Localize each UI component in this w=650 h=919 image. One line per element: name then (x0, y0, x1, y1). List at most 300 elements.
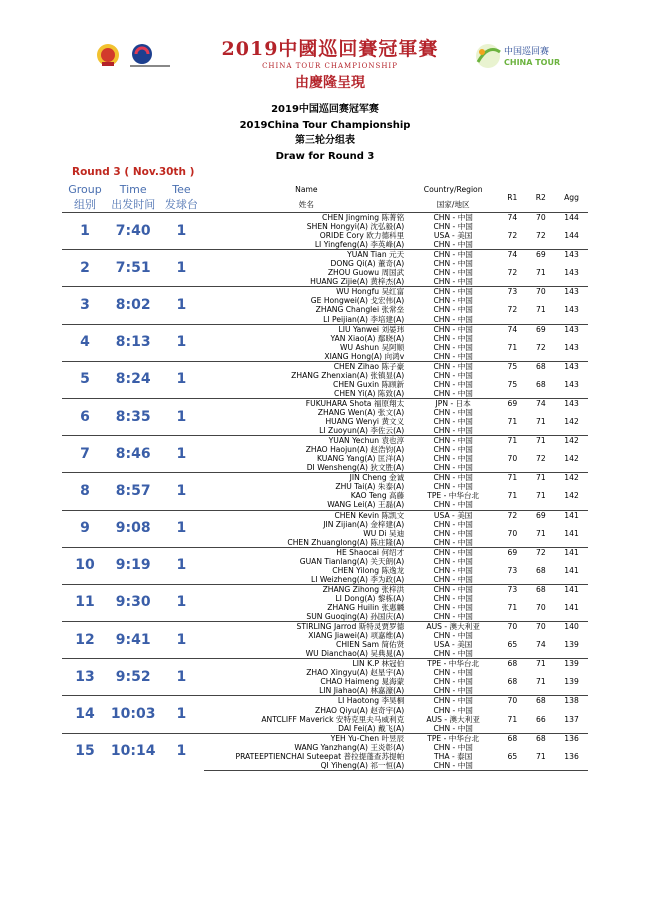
aggregate-score: 143 (564, 379, 579, 389)
round1-score (498, 334, 526, 343)
player-country: CHN - 中国 (433, 668, 473, 678)
player-country: CHN - 中国 (408, 213, 498, 223)
round1-score (498, 277, 526, 287)
player-name: STIRLING Jarrod 斯特灵贾罗德 (204, 622, 408, 632)
player-name: ZHANG Huilin 张惠麟 (327, 602, 405, 612)
tee-time: 9:08 (108, 510, 158, 547)
group-number: 13 (62, 659, 108, 696)
player-country: TPE - 中华台北 (408, 659, 498, 669)
player-name: ZHANG Changlei 张常垒 (315, 305, 405, 315)
round1-score (498, 240, 526, 250)
player-name: WU Dianchao(A) 吴典晁(A) (305, 649, 405, 659)
player-country: CHN - 中国 (433, 342, 473, 352)
player-name: ZHAO Xingyu(A) 赵星宇(A) (306, 668, 405, 678)
tee-number: 1 (158, 398, 204, 435)
round2-score (527, 445, 555, 454)
round1-score: 72 (507, 231, 518, 241)
player-name: CHEN Kevin 陈凯文 (204, 510, 408, 520)
player-name: DAI Fei(A) 戴飞(A) (338, 723, 405, 733)
round1-score (498, 668, 526, 677)
round1-score: 72 (507, 268, 518, 278)
round2-score (527, 631, 555, 640)
aggregate-score (555, 761, 588, 771)
aggregate-score: 140 (555, 622, 588, 632)
player-country: CHN - 中国 (433, 240, 473, 250)
player-country: CHN - 中国 (433, 742, 473, 752)
header-tee-zh: 发球台 (158, 196, 204, 213)
round1-score: 73 (498, 287, 526, 297)
header-group-zh: 组别 (62, 196, 108, 213)
player-name: LI Zuoyun(A) 李佐云(A) (319, 426, 405, 436)
aggregate-score: 143 (555, 250, 588, 260)
round1-score (498, 426, 526, 436)
header-group-en: Group (68, 182, 102, 196)
round2-score (527, 743, 555, 752)
round1-score: 70 (498, 622, 526, 632)
round2-score (527, 761, 555, 771)
player-name: ANTCLIFF Maverick 安特克里夫马威利克 (261, 714, 405, 724)
event-title-en: CHINA TOUR CHAMPIONSHIP (262, 62, 398, 70)
round2-score (527, 222, 555, 231)
aggregate-score: 137 (564, 714, 579, 724)
aggregate-score (555, 240, 588, 250)
tee-time: 8:46 (108, 436, 158, 473)
aggregate-score (555, 668, 588, 677)
round2-score: 68 (535, 565, 546, 575)
round2-score: 71 (535, 528, 546, 538)
player-country: CHN - 中国 (433, 686, 473, 696)
group-number: 4 (62, 324, 108, 361)
player-name: HUANG Wenyi 黄文义 (325, 417, 405, 427)
header-time-en: Time (119, 182, 147, 196)
round2-score (527, 520, 555, 529)
aggregate-score: 139 (555, 659, 588, 669)
aggregate-score (555, 724, 588, 734)
table-row (62, 398, 588, 408)
round1-score: 70 (498, 696, 526, 706)
group-number: 9 (62, 510, 108, 547)
player-country: CHN - 中国 (433, 631, 473, 641)
aggregate-score: 143 (564, 305, 579, 315)
aggregate-score: 142 (555, 473, 588, 483)
table-row (62, 622, 588, 632)
round1-score (498, 686, 526, 696)
round2-score (527, 277, 555, 287)
round1-score: 71 (507, 491, 518, 501)
round1-score: 74 (498, 213, 526, 223)
player-name: ORIDE Cory 欧力德科里 (319, 231, 405, 241)
aggregate-score (555, 649, 588, 659)
round2-score: 68 (527, 361, 555, 371)
tee-time: 8:57 (108, 473, 158, 510)
player-name: KUANG Yang(A) 匡洋(A) (317, 454, 405, 464)
tee-number: 1 (158, 510, 204, 547)
player-country: CHN - 中国 (433, 426, 473, 436)
round1-score: 75 (507, 379, 518, 389)
round2-score: 74 (535, 640, 546, 650)
aggregate-score: 142 (564, 454, 579, 464)
aggregate-score: 143 (564, 342, 579, 352)
round2-score: 68 (535, 379, 546, 389)
round2-score: 71 (535, 305, 546, 315)
player-country: CHN - 中国 (408, 696, 498, 706)
round1-score: 68 (498, 733, 526, 743)
player-name: DI Wensheng(A) 狄文胜(A) (306, 463, 405, 473)
event-title-logo (220, 34, 440, 92)
aggregate-score: 142 (564, 491, 579, 501)
round2-score: 70 (527, 622, 555, 632)
round2-score: 71 (535, 491, 546, 501)
round2-score (527, 686, 555, 696)
round1-score: 68 (507, 677, 518, 687)
aggregate-score (555, 277, 588, 287)
group-number: 15 (62, 733, 108, 770)
player-name: QI Yiheng(A) 祁一恒(A) (204, 761, 408, 771)
round2-score (527, 668, 555, 677)
round1-score (498, 575, 526, 585)
round2-score: 70 (535, 602, 546, 612)
round2-score (527, 482, 555, 491)
round2-score: 72 (535, 454, 546, 464)
player-country: CHN - 中国 (433, 593, 473, 603)
round1-score: 71 (507, 602, 518, 612)
aggregate-score (555, 389, 588, 399)
tee-number: 1 (158, 584, 204, 621)
player-country: CHN - 中国 (433, 556, 473, 566)
player-country: USA - 美国 (408, 510, 498, 520)
group-number: 3 (62, 287, 108, 324)
round1-score (498, 649, 526, 659)
title-line-1: 2019中国巡回赛冠军赛 (271, 104, 379, 115)
player-country: CHN - 中国 (433, 268, 473, 278)
draw-table-body (62, 213, 588, 771)
round2-score (527, 594, 555, 603)
page-header (0, 0, 650, 90)
player-country: USA - 美国 (433, 640, 473, 650)
tee-number: 1 (158, 287, 204, 324)
player-name: WU Ashun 吴阿顺 (339, 342, 405, 352)
aggregate-score (555, 686, 588, 696)
round2-score (527, 426, 555, 436)
player-country: CHN - 中国 (433, 351, 473, 361)
aggregate-score (555, 575, 588, 585)
round1-score (498, 500, 526, 510)
player-country: CHN - 中国 (408, 473, 498, 483)
player-name: ZHANG Zihong 张梓洪 (204, 584, 408, 594)
player-name: SUN Guoqing(A) 孙国庆(A) (306, 612, 405, 622)
group-number: 10 (62, 547, 108, 584)
round2-score (527, 334, 555, 343)
player-country: CHN - 中国 (433, 305, 473, 315)
round2-score: 71 (535, 417, 546, 427)
player-name: CHEN Zihao 陈子豪 (204, 361, 408, 371)
round1-score: 74 (498, 250, 526, 260)
round2-score: 70 (527, 213, 555, 223)
table-row (62, 287, 588, 297)
table-row (62, 547, 588, 557)
player-name: LIN Jiahao(A) 林嘉濠(A) (319, 686, 405, 696)
table-row (62, 473, 588, 483)
tee-time: 8:02 (108, 287, 158, 324)
round2-score (527, 408, 555, 417)
aggregate-score (555, 445, 588, 454)
aggregate-score (555, 520, 588, 529)
aggregate-score (555, 612, 588, 622)
round1-score: 73 (498, 584, 526, 594)
round2-score: 68 (527, 733, 555, 743)
round1-score: 68 (498, 659, 526, 669)
tee-time: 10:14 (108, 733, 158, 770)
player-name: LI Weizheng(A) 李为政(A) (310, 574, 405, 584)
group-number: 1 (62, 213, 108, 250)
round1-score (498, 445, 526, 454)
round2-score: 69 (527, 250, 555, 260)
title-line-3: 第三轮分组表 (295, 135, 355, 146)
round1-score (498, 557, 526, 566)
table-row (62, 659, 588, 669)
table-row (62, 324, 588, 334)
round2-score: 69 (527, 324, 555, 334)
player-name: ZHOU Guowu 周国武 (327, 268, 405, 278)
round1-score (498, 259, 526, 268)
player-country: CHN - 中国 (433, 222, 473, 232)
aggregate-score: 143 (555, 361, 588, 371)
player-country: CHN - 中国 (433, 379, 473, 389)
round2-score (527, 296, 555, 305)
header-name-zh: 姓名 (204, 196, 408, 213)
round1-score: 72 (507, 305, 518, 315)
round1-score: 71 (507, 417, 518, 427)
table-row (62, 584, 588, 594)
player-country: TPE - 中华台北 (408, 733, 498, 743)
player-country: USA - 美国 (433, 231, 473, 241)
player-country: CHN - 中国 (433, 445, 473, 455)
round1-score: 71 (507, 342, 518, 352)
china-tour-logo-icon (474, 40, 564, 72)
aggregate-score (555, 500, 588, 510)
aggregate-score: 139 (564, 677, 579, 687)
aggregate-score: 142 (564, 417, 579, 427)
player-name: WANG Yanzhang(A) 王炎彰(A) (294, 742, 405, 752)
tee-number: 1 (158, 473, 204, 510)
round1-score (498, 594, 526, 603)
aggregate-score (555, 463, 588, 473)
player-name: YEH Yu-Chen 叶昱辰 (204, 733, 408, 743)
round2-score: 70 (527, 287, 555, 297)
group-number: 2 (62, 250, 108, 287)
player-country: CHN - 中国 (433, 500, 473, 510)
player-name: XIANG Hong(A) 向鸿v (324, 351, 405, 361)
round1-score (498, 408, 526, 417)
header-name-en: Name (295, 184, 318, 194)
player-country: CHN - 中国 (433, 454, 473, 464)
player-name: JIN Zijian(A) 金梓建(A) (323, 519, 405, 529)
round1-score (498, 743, 526, 752)
round2-score: 71 (535, 268, 546, 278)
round1-score: 71 (498, 436, 526, 446)
aggregate-score: 143 (555, 287, 588, 297)
table-row (62, 696, 588, 706)
round1-score: 70 (507, 528, 518, 538)
aggregate-score: 136 (555, 733, 588, 743)
player-country: CHN - 中国 (433, 723, 473, 733)
round1-score: 70 (507, 454, 518, 464)
tee-time: 10:03 (108, 696, 158, 733)
player-country: CHN - 中国 (433, 705, 473, 715)
round2-score: 72 (535, 231, 546, 241)
tee-number: 1 (158, 547, 204, 584)
round2-score: 69 (527, 510, 555, 520)
player-country: CHN - 中国 (408, 361, 498, 371)
tee-time: 8:35 (108, 398, 158, 435)
player-country: CHN - 中国 (408, 761, 498, 771)
player-name: CHAO Haimeng 晁海蒙 (320, 677, 405, 687)
player-name: ZHANG Wen(A) 张文(A) (317, 408, 405, 417)
aggregate-score: 141 (555, 584, 588, 594)
aggregate-score (555, 594, 588, 603)
title-line-2: 2019China Tour Championship (239, 119, 411, 131)
player-name: YUAN Yechun 袁也淳 (204, 436, 408, 446)
player-country: CHN - 中国 (433, 296, 473, 306)
round2-score: 68 (527, 696, 555, 706)
player-name: CHEN Guxin 陈顾新 (333, 379, 405, 389)
group-number: 5 (62, 361, 108, 398)
player-country: CHN - 中国 (408, 287, 498, 297)
aggregate-score: 141 (564, 565, 579, 575)
aggregate-score (555, 334, 588, 343)
player-country: CHN - 中国 (408, 584, 498, 594)
player-country: CHN - 中国 (433, 277, 473, 287)
player-name: FUKUHARA Shota 福原翔太 (204, 398, 408, 408)
aggregate-score (555, 743, 588, 752)
round2-score: 71 (527, 659, 555, 669)
aggregate-score: 136 (564, 751, 579, 761)
player-name: HUANG Zijie(A) 黄梓杰(A) (310, 277, 405, 287)
title-line-4: Draw for Round 3 (275, 150, 375, 162)
round1-score (498, 315, 526, 325)
player-name: HE Shaocai 何绍才 (204, 547, 408, 557)
tee-time: 8:24 (108, 361, 158, 398)
player-country: CHN - 中国 (433, 417, 473, 427)
round2-score (527, 315, 555, 325)
player-country: CHN - 中国 (433, 649, 473, 659)
round2-score: 72 (535, 342, 546, 352)
player-country: CHN - 中国 (408, 436, 498, 446)
player-name: LIU Yanwei 刘晏玮 (204, 324, 408, 334)
player-name: CHEN Yilong 陈逸龙 (332, 565, 405, 575)
round1-score (498, 631, 526, 640)
round1-score: 69 (498, 398, 526, 408)
player-country: CHN - 中国 (433, 519, 473, 529)
header-country-en: Country/Region (423, 184, 483, 194)
round2-score: 71 (527, 436, 555, 446)
round1-score: 75 (498, 361, 526, 371)
round2-score (527, 705, 555, 714)
aggregate-score (555, 557, 588, 566)
round1-score (498, 389, 526, 399)
tee-number: 1 (158, 361, 204, 398)
player-name: LIN K.P 林冠伯 (204, 659, 408, 669)
table-row (62, 361, 588, 371)
federation-logos-icon (96, 42, 176, 68)
player-name: KAO Teng 高藤 (350, 491, 405, 501)
round2-score (527, 463, 555, 473)
player-country: AUS - 澳大利亚 (408, 622, 498, 632)
tee-time: 7:40 (108, 213, 158, 250)
tee-number: 1 (158, 622, 204, 659)
player-name: LI Peijian(A) 李培建(A) (323, 314, 405, 324)
round1-score (498, 222, 526, 231)
round2-score (527, 500, 555, 510)
group-number: 12 (62, 622, 108, 659)
aggregate-score (555, 408, 588, 417)
round2-score (527, 240, 555, 250)
table-row (62, 733, 588, 743)
player-country: THA - 泰国 (434, 751, 473, 761)
round1-score: 71 (507, 714, 518, 724)
round1-score (498, 612, 526, 622)
player-name: XIANG Jiawei(A) 项嘉维(A) (308, 631, 405, 641)
round2-score: 74 (527, 398, 555, 408)
aggregate-score: 143 (564, 268, 579, 278)
player-country: CHN - 中国 (433, 677, 473, 687)
round1-score (498, 761, 526, 771)
round2-score: 71 (535, 751, 546, 761)
round2-score (527, 352, 555, 362)
aggregate-score: 144 (564, 231, 579, 241)
header-country-zh: 国家/地区 (408, 196, 498, 213)
round1-score (498, 482, 526, 491)
aggregate-score: 141 (555, 547, 588, 557)
player-name: WANG Lei(A) 王磊(A) (327, 500, 405, 510)
player-name: SHEN Hongyi(A) 沈弘毅(A) (306, 222, 405, 232)
tee-time: 9:30 (108, 584, 158, 621)
aggregate-score (555, 259, 588, 268)
aggregate-score: 139 (564, 640, 579, 650)
player-name: YUAN Tian 元天 (204, 250, 408, 260)
header-time-zh: 出发时间 (108, 196, 158, 213)
round2-score: 72 (527, 547, 555, 557)
header-agg: Agg (564, 192, 579, 202)
aggregate-score: 138 (555, 696, 588, 706)
tee-number: 1 (158, 213, 204, 250)
header-r1: R1 (507, 192, 518, 202)
aggregate-score: 141 (564, 528, 579, 538)
player-country: CHN - 中国 (433, 602, 473, 612)
tee-number: 1 (158, 324, 204, 361)
sponsor-text: 由慶隆呈現 (295, 75, 365, 91)
round-label: Round 3 ( Nov.30th ) (72, 166, 195, 178)
player-name: ZHANG Zhenxian(A) 张镇显(A) (291, 370, 405, 380)
draw-table (62, 182, 588, 771)
tee-time: 9:52 (108, 659, 158, 696)
aggregate-score (555, 482, 588, 491)
player-country: CHN - 中国 (433, 574, 473, 584)
player-name: ZHU Tai(A) 朱泰(A) (335, 482, 405, 492)
round1-score: 71 (498, 473, 526, 483)
player-name: LI Dong(A) 黎栋(A) (335, 593, 405, 603)
round1-score (498, 371, 526, 380)
round2-score: 71 (527, 473, 555, 483)
tee-number: 1 (158, 696, 204, 733)
tee-number: 1 (158, 659, 204, 696)
player-country: TPE - 中华台北 (427, 491, 480, 501)
tee-time: 9:19 (108, 547, 158, 584)
group-number: 8 (62, 473, 108, 510)
tee-number: 1 (158, 733, 204, 770)
player-country: CHN - 中国 (433, 528, 473, 538)
tee-time: 8:13 (108, 324, 158, 361)
